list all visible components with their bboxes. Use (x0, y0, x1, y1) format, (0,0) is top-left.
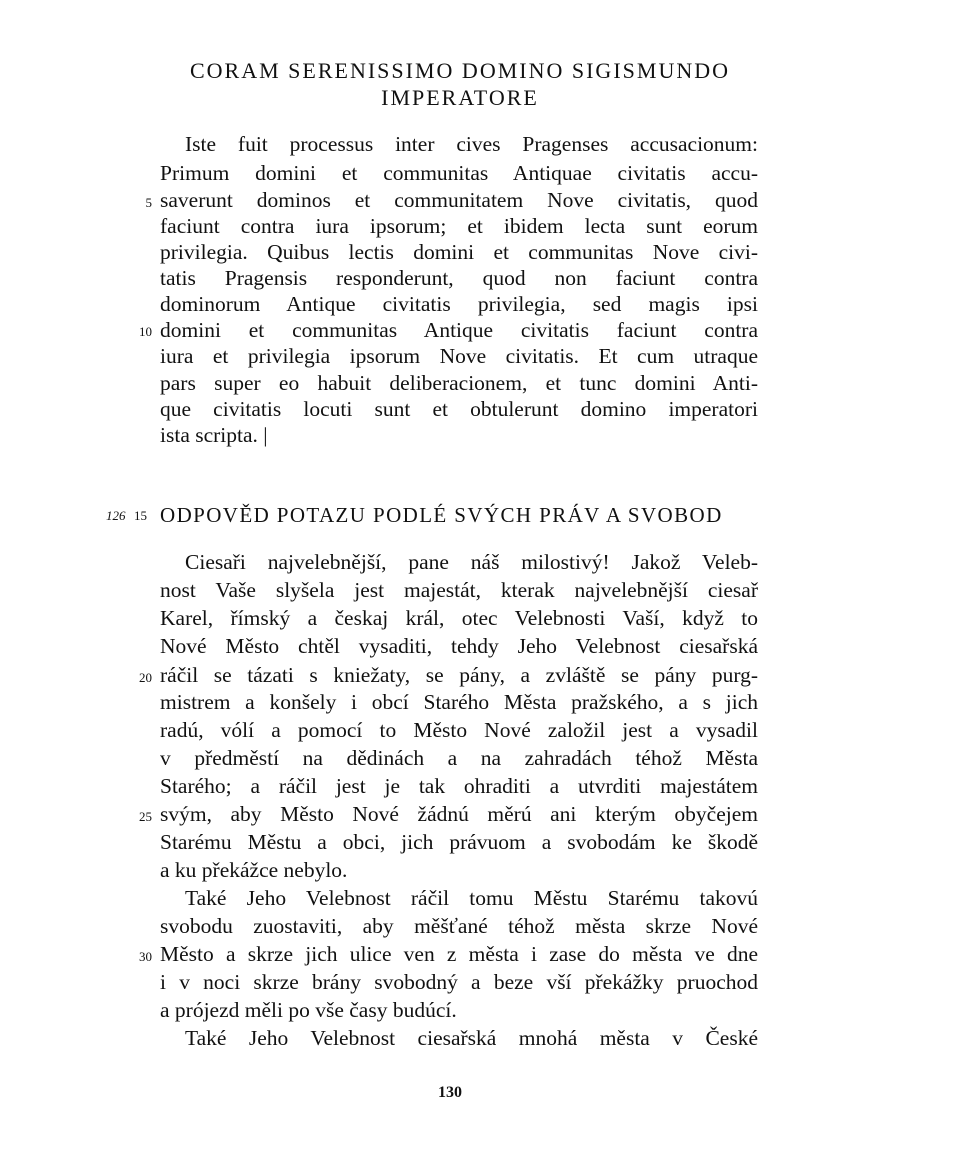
text-line: ráčil se tázati s kniežaty, se pány, a zvláště se pány purg- (160, 663, 758, 687)
text-line: dominorum Antique civitatis privilegia, sed magis ipsi (160, 292, 758, 316)
section-heading: ODPOVĚD POTAZU PODLÉ SVÝCH PRÁV A SVOBOD (160, 503, 723, 527)
text-line: svobodu zuostaviti, aby měšťané téhož města skrze Nové (160, 914, 758, 938)
text-line: Ciesaři najvelebnější, pane náš milostivý! Jakož Veleb- (185, 550, 758, 574)
text-line: Také Jeho Velebnost ráčil tomu Městu Starému takovú (185, 886, 758, 910)
text-line: v předměstí na dědinách a na zahradách téhož Města (160, 746, 758, 770)
text-line: svým, aby Město Nové žádnú měrú ani kterým obyčejem (160, 802, 758, 826)
text-line: Město a skrze jich ulice ven z města i zase do města ve dne (160, 942, 758, 966)
text-line: pars super eo habuit deliberacionem, et tunc domini Anti- (160, 371, 758, 395)
text-line: Starého; a ráčil jest je tak ohraditi a utvrditi majestátem (160, 774, 758, 798)
text-line: iura et privilegia ipsorum Nove civitatis. Et cum utraque (160, 344, 758, 368)
text-line: Také Jeho Velebnost ciesařská mnohá města v České (185, 1026, 758, 1050)
line-number: 30 (139, 949, 152, 964)
line-number: 25 (139, 809, 152, 824)
text-line: mistrem a konšely i obcí Starého Města pražského, a s jich (160, 690, 758, 714)
text-line: Nové Město chtěl vysaditi, tehdy Jeho Velebnost ciesařská (160, 634, 758, 658)
page-number: 130 (438, 1084, 462, 1101)
line-number: 15 (134, 508, 147, 523)
text-line: domini et communitas Antique civitatis faciunt contra (160, 318, 758, 342)
line-number: 20 (139, 670, 152, 685)
text-line: i v noci skrze brány svobodný a beze vší překážky pruochod (160, 970, 758, 994)
text-line: saverunt dominos et communitatem Nove civitatis, quod (160, 188, 758, 212)
margin-page-reference: 126 (106, 508, 126, 523)
page-title-line2: IMPERATORE (381, 85, 539, 110)
text-line: Karel, římský a českaj král, otec Velebnosti Vaší, když to (160, 606, 758, 630)
text-line: a prójezd měli po vše časy budúcí. (160, 998, 457, 1022)
text-line: que civitatis locuti sunt et obtulerunt domino imperatori (160, 397, 758, 421)
text-line: a ku překážce nebylo. (160, 858, 348, 882)
text-line: Starému Městu a obci, jich právuom a svobodám ke škodě (160, 830, 758, 854)
text-line: ista scripta. | (160, 423, 268, 447)
text-line: Primum domini et communitas Antiquae civitatis accu- (160, 161, 758, 185)
text-line: faciunt contra iura ipsorum; et ibidem lecta sunt eorum (160, 214, 758, 238)
text-line: nost Vaše slyšela jest majestát, kterak najvelebnější ciesař (160, 578, 758, 602)
line-number: 5 (145, 195, 152, 210)
text-line: privilegia. Quibus lectis domini et communitas Nove civi- (160, 240, 758, 264)
text-line: Iste fuit processus inter cives Pragenses accusacionum: (185, 132, 758, 156)
line-number: 10 (139, 324, 152, 339)
text-line: radú, vólí a pomocí to Město Nové založil jest a vysadil (160, 718, 758, 742)
page-title-line1: CORAM SERENISSIMO DOMINO SIGISMUNDO (190, 58, 730, 83)
text-line: tatis Pragensis responderunt, quod non faciunt contra (160, 266, 758, 290)
